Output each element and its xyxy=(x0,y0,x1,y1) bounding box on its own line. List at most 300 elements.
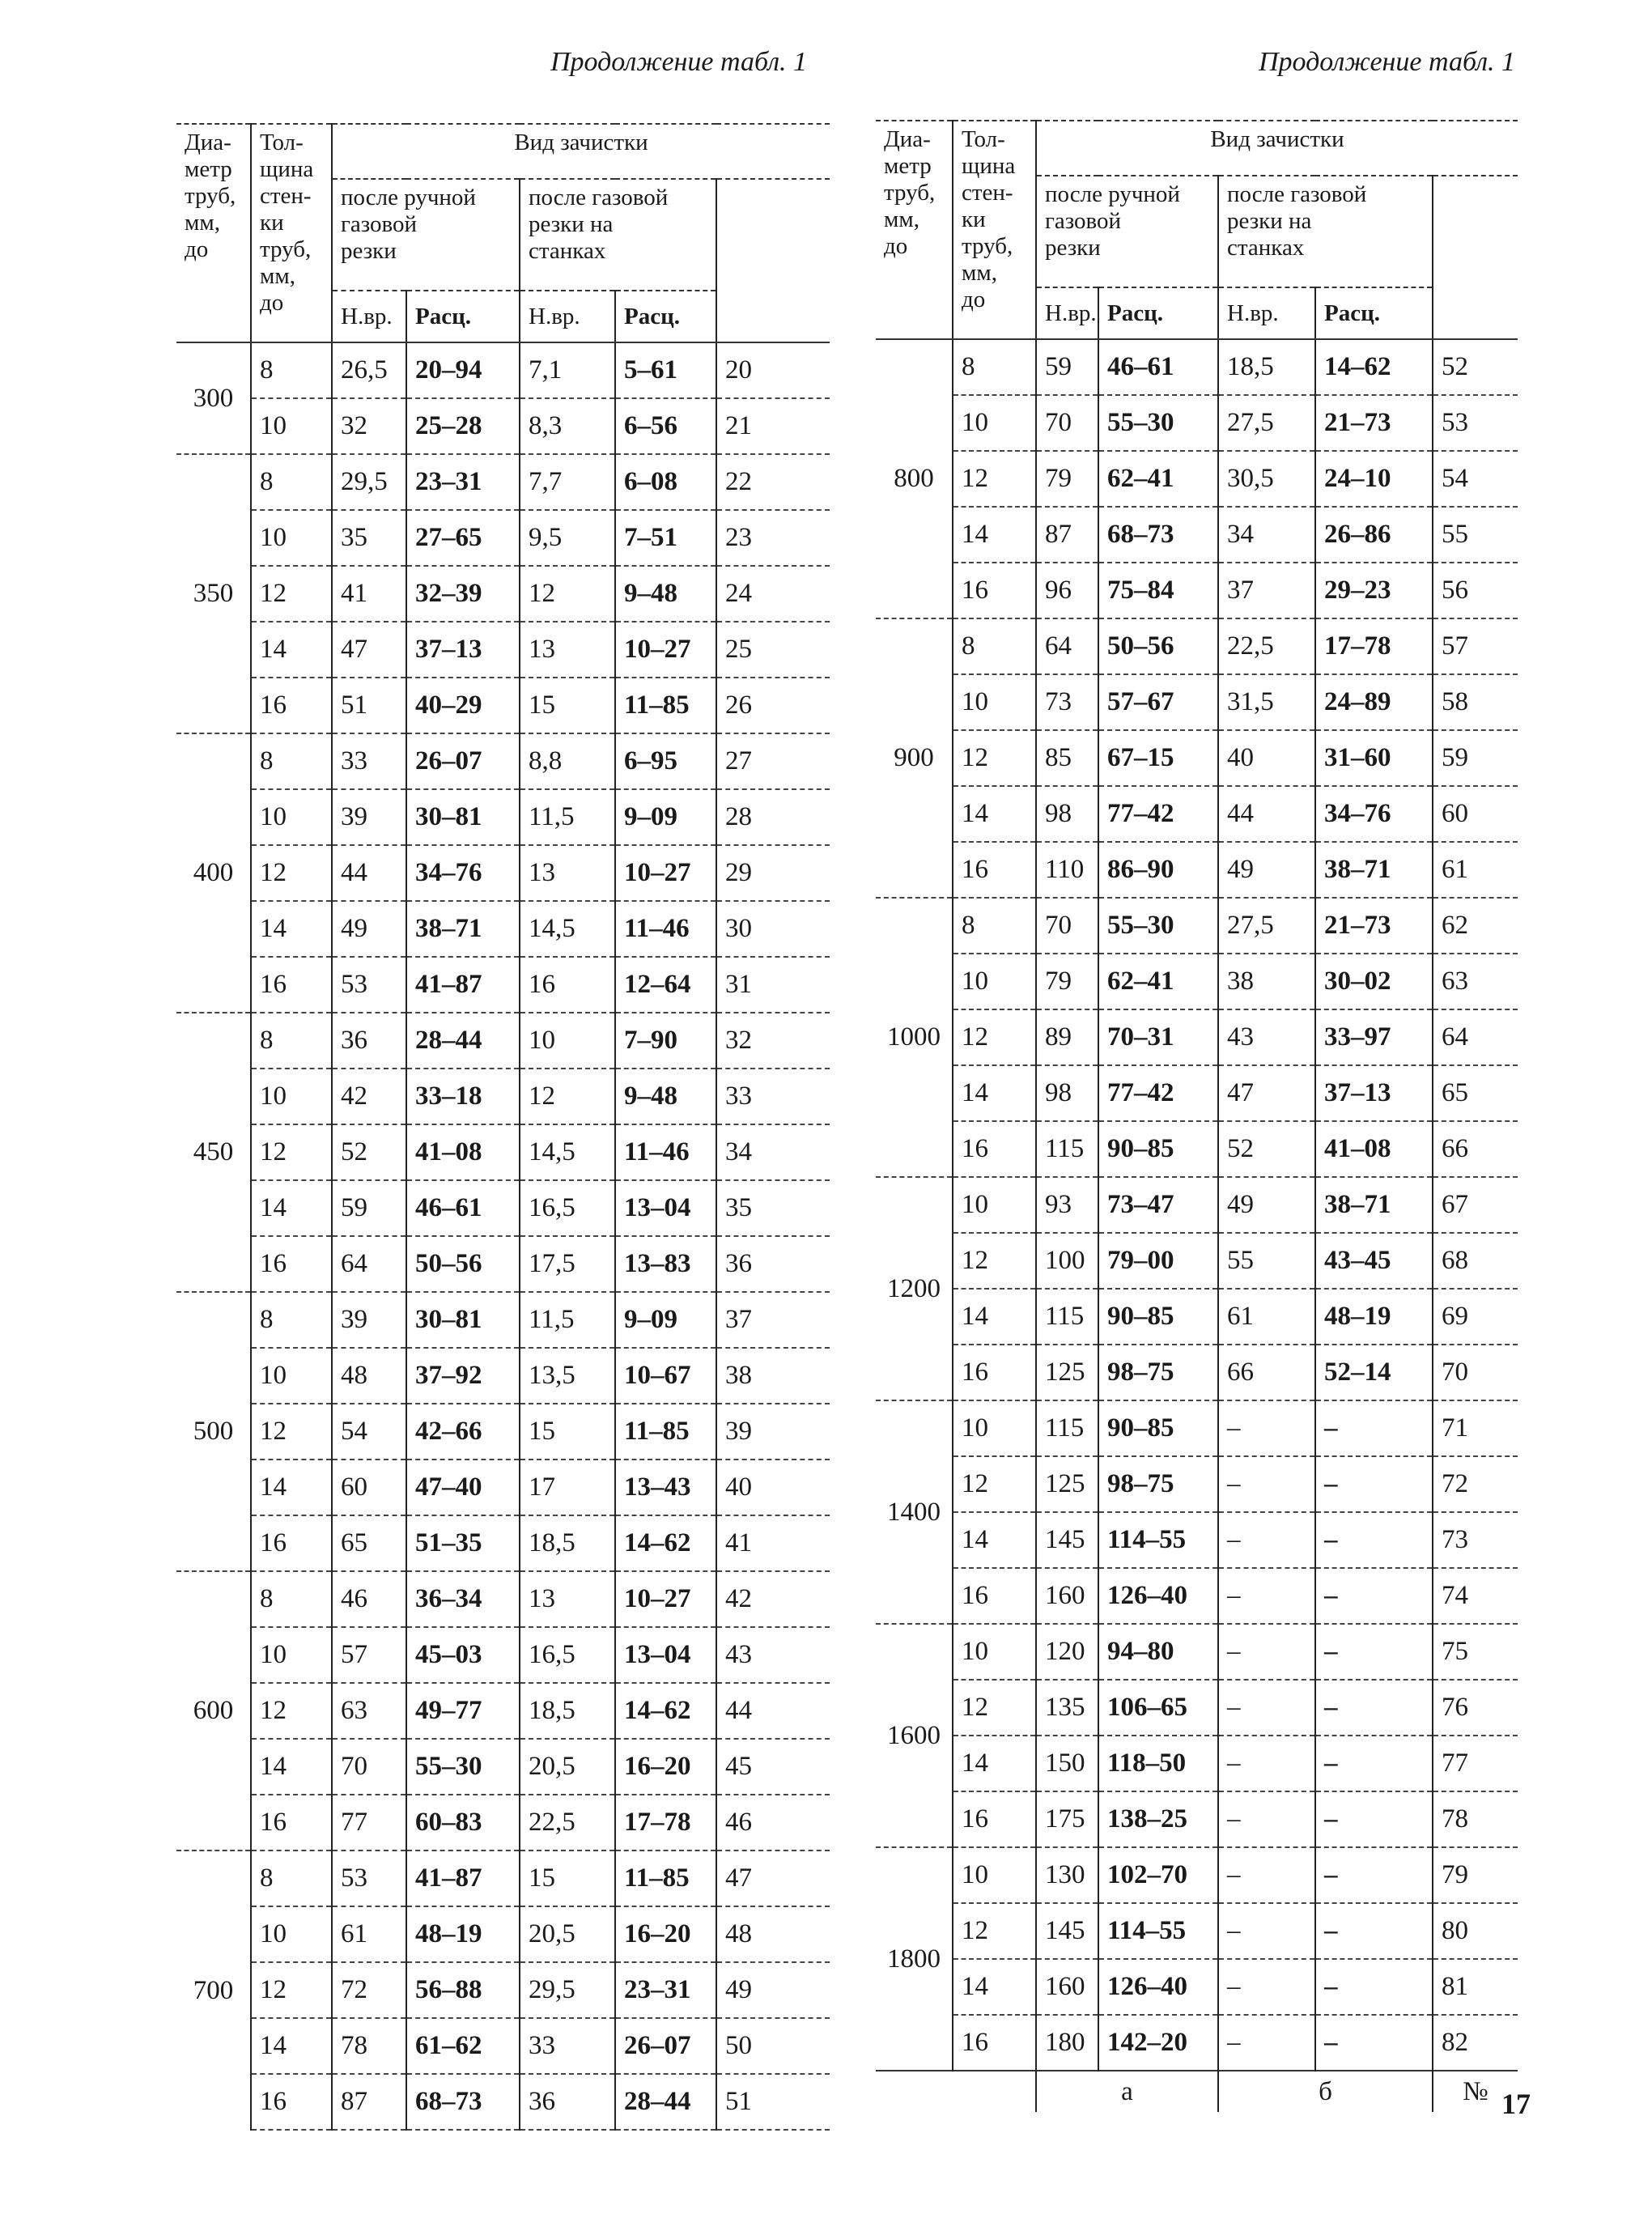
norm-time-machine: 44 xyxy=(1218,786,1315,842)
wall-thickness: 14 xyxy=(953,1959,1036,2015)
header-norm-machine: Н.вр. xyxy=(520,291,615,342)
row-number: 68 xyxy=(1433,1233,1518,1289)
row-number: 55 xyxy=(1433,507,1518,563)
table-row xyxy=(176,733,830,789)
footer-label-b: б xyxy=(1218,2071,1433,2112)
wall-thickness: 14 xyxy=(953,786,1036,842)
norm-time-manual: 70 xyxy=(1036,898,1098,954)
price-machine: 41–08 xyxy=(1315,1121,1433,1177)
header-machine-line: станках xyxy=(1227,235,1305,261)
price-manual: 126–40 xyxy=(1098,1959,1218,2015)
price-machine: – xyxy=(1315,1847,1433,1903)
table-row xyxy=(176,1348,830,1404)
price-machine: – xyxy=(1315,1568,1433,1624)
table-row xyxy=(876,395,1518,451)
price-machine: 37–13 xyxy=(1315,1065,1433,1121)
norm-time-manual: 78 xyxy=(332,2018,406,2074)
norm-time-machine: 10 xyxy=(520,1013,615,1069)
table-row xyxy=(176,398,830,454)
price-manual: 106–65 xyxy=(1098,1680,1218,1736)
price-machine: 7–51 xyxy=(615,510,716,566)
price-manual: 30–81 xyxy=(406,789,520,845)
header-norm-manual: Н.вр. xyxy=(332,291,406,342)
norm-time-manual: 110 xyxy=(1036,842,1098,898)
header-machine-cut xyxy=(1218,176,1433,287)
norm-time-machine: 22,5 xyxy=(1218,618,1315,674)
row-number: 44 xyxy=(716,1683,830,1739)
norm-time-manual: 52 xyxy=(332,1124,406,1180)
wall-thickness: 10 xyxy=(953,954,1036,1009)
price-machine: 10–27 xyxy=(615,1571,716,1627)
price-manual: 48–19 xyxy=(406,1906,520,1962)
header-diameter xyxy=(176,124,251,342)
norm-time-machine: 18,5 xyxy=(520,1515,615,1571)
norm-time-manual: 39 xyxy=(332,1292,406,1348)
norm-time-manual: 130 xyxy=(1036,1847,1098,1903)
norm-time-manual: 115 xyxy=(1036,1121,1098,1177)
price-machine: – xyxy=(1315,2015,1433,2071)
header-diameter xyxy=(876,121,953,339)
price-machine: – xyxy=(1315,1903,1433,1959)
row-number: 34 xyxy=(716,1124,830,1180)
norm-time-machine: 20,5 xyxy=(520,1906,615,1962)
wall-thickness: 12 xyxy=(953,451,1036,507)
row-number: 26 xyxy=(716,678,830,733)
price-manual: 47–40 xyxy=(406,1460,520,1515)
norm-time-machine: 7,1 xyxy=(520,342,615,398)
table-row xyxy=(176,342,830,398)
price-manual: 33–18 xyxy=(406,1069,520,1124)
wall-thickness: 14 xyxy=(251,1460,332,1515)
header-diameter-line: до xyxy=(185,236,209,262)
norm-time-manual: 100 xyxy=(1036,1233,1098,1289)
table-row xyxy=(876,1345,1518,1400)
table-row xyxy=(876,1680,1518,1736)
norm-time-machine: – xyxy=(1218,1568,1315,1624)
norm-time-manual: 64 xyxy=(332,1236,406,1292)
price-machine: – xyxy=(1315,1512,1433,1568)
price-manual: 55–30 xyxy=(406,1739,520,1795)
header-diameter-line: метр xyxy=(884,153,932,179)
norm-time-machine: 17 xyxy=(520,1460,615,1515)
price-manual: 142–20 xyxy=(1098,2015,1218,2071)
wall-thickness: 12 xyxy=(953,1009,1036,1065)
row-number: 40 xyxy=(716,1460,830,1515)
norm-time-machine: 34 xyxy=(1218,507,1315,563)
price-manual: 126–40 xyxy=(1098,1568,1218,1624)
norm-time-manual: 26,5 xyxy=(332,342,406,398)
norm-time-manual: 42 xyxy=(332,1069,406,1124)
header-thickness xyxy=(251,124,332,342)
wall-thickness: 12 xyxy=(953,1680,1036,1736)
row-number: 51 xyxy=(716,2074,830,2130)
header-thickness-line: стен- xyxy=(260,183,312,209)
table-row xyxy=(876,674,1518,730)
row-number: 41 xyxy=(716,1515,830,1571)
row-number: 31 xyxy=(716,957,830,1013)
caption-left: Продолжение табл. 1 xyxy=(550,47,808,77)
norm-time-machine: – xyxy=(1218,1512,1315,1568)
norm-time-machine: 9,5 xyxy=(520,510,615,566)
price-machine: 24–10 xyxy=(1315,451,1433,507)
wall-thickness: 10 xyxy=(953,395,1036,451)
row-number: 45 xyxy=(716,1739,830,1795)
wall-thickness: 10 xyxy=(251,510,332,566)
wall-thickness: 10 xyxy=(251,1906,332,1962)
caption-right: Продолжение табл. 1 xyxy=(1259,47,1516,77)
table-row xyxy=(876,730,1518,786)
row-number: 70 xyxy=(1433,1345,1518,1400)
price-machine: 33–97 xyxy=(1315,1009,1433,1065)
price-manual: 57–67 xyxy=(1098,674,1218,730)
norms-table-left xyxy=(176,123,830,2131)
table-row xyxy=(176,1906,830,1962)
header-machine-line: резки на xyxy=(529,211,614,237)
price-machine: 17–78 xyxy=(615,1795,716,1850)
price-machine: 6–56 xyxy=(615,398,716,454)
price-manual: 94–80 xyxy=(1098,1624,1218,1680)
header-diameter-line: Диа- xyxy=(185,130,231,155)
table-row xyxy=(176,1013,830,1069)
wall-thickness: 14 xyxy=(953,1289,1036,1345)
price-machine: 21–73 xyxy=(1315,898,1433,954)
table-row xyxy=(876,1736,1518,1791)
row-number: 32 xyxy=(716,1013,830,1069)
table-row xyxy=(176,2074,830,2130)
price-manual: 49–77 xyxy=(406,1683,520,1739)
norm-time-machine: 14,5 xyxy=(520,1124,615,1180)
table-row xyxy=(176,1460,830,1515)
norm-time-machine: 37 xyxy=(1218,563,1315,618)
row-number: 21 xyxy=(716,398,830,454)
row-number: 25 xyxy=(716,622,830,678)
norm-time-manual: 60 xyxy=(332,1460,406,1515)
table-row xyxy=(876,1400,1518,1456)
wall-thickness: 14 xyxy=(953,1736,1036,1791)
table-row xyxy=(176,1850,830,1906)
price-machine: 30–02 xyxy=(1315,954,1433,1009)
price-machine: – xyxy=(1315,1791,1433,1847)
table-row xyxy=(176,1515,830,1571)
price-machine: 26–07 xyxy=(615,2018,716,2074)
norm-time-machine: 49 xyxy=(1218,1177,1315,1233)
norm-time-manual: 63 xyxy=(332,1683,406,1739)
table-row xyxy=(876,2015,1518,2071)
norm-time-machine: 29,5 xyxy=(520,1962,615,2018)
norm-time-manual: 57 xyxy=(332,1627,406,1683)
footer-label-a: а xyxy=(1036,2071,1218,2112)
norm-time-manual: 35 xyxy=(332,510,406,566)
price-manual: 86–90 xyxy=(1098,842,1218,898)
table-row xyxy=(176,789,830,845)
price-machine: 28–44 xyxy=(615,2074,716,2130)
header-kind: Вид зачистки xyxy=(332,124,830,179)
price-machine: 11–46 xyxy=(615,901,716,957)
wall-thickness: 12 xyxy=(251,566,332,622)
row-number: 61 xyxy=(1433,842,1518,898)
norm-time-manual: 125 xyxy=(1036,1345,1098,1400)
header-thickness-line: мм, xyxy=(962,260,997,286)
header-number-blank xyxy=(716,179,830,342)
norm-time-machine: – xyxy=(1218,1903,1315,1959)
price-machine: 11–85 xyxy=(615,1850,716,1906)
pipe-diameter: 1600 xyxy=(876,1624,953,1847)
price-machine: – xyxy=(1315,1456,1433,1512)
norm-time-machine: 15 xyxy=(520,1850,615,1906)
wall-thickness: 16 xyxy=(953,1568,1036,1624)
price-manual: 40–29 xyxy=(406,678,520,733)
header-machine-line: после газовой xyxy=(1227,181,1367,207)
table-row xyxy=(876,1847,1518,1903)
table-row xyxy=(876,1065,1518,1121)
price-machine: 38–71 xyxy=(1315,842,1433,898)
price-machine: 14–62 xyxy=(1315,339,1433,395)
wall-thickness: 16 xyxy=(953,1345,1036,1400)
row-number: 63 xyxy=(1433,954,1518,1009)
header-number-blank xyxy=(1433,176,1518,339)
price-manual: 55–30 xyxy=(1098,395,1218,451)
norm-time-manual: 120 xyxy=(1036,1624,1098,1680)
norm-time-machine: 14,5 xyxy=(520,901,615,957)
norm-time-manual: 53 xyxy=(332,1850,406,1906)
table-row xyxy=(176,1683,830,1739)
table-row xyxy=(176,1404,830,1460)
row-number: 82 xyxy=(1433,2015,1518,2071)
wall-thickness: 14 xyxy=(953,1512,1036,1568)
header-manual-line: резки xyxy=(1045,235,1101,261)
row-number: 27 xyxy=(716,733,830,789)
wall-thickness: 14 xyxy=(251,622,332,678)
wall-thickness: 16 xyxy=(251,2074,332,2130)
header-manual-line: после ручной xyxy=(341,185,476,210)
footer-label-number: № xyxy=(1433,2071,1518,2112)
price-machine: 38–71 xyxy=(1315,1177,1433,1233)
price-manual: 27–65 xyxy=(406,510,520,566)
price-manual: 138–25 xyxy=(1098,1791,1218,1847)
row-number: 46 xyxy=(716,1795,830,1850)
price-machine: 11–85 xyxy=(615,678,716,733)
wall-thickness: 12 xyxy=(953,1456,1036,1512)
norm-time-manual: 160 xyxy=(1036,1568,1098,1624)
wall-thickness: 12 xyxy=(251,1124,332,1180)
row-number: 67 xyxy=(1433,1177,1518,1233)
wall-thickness: 10 xyxy=(251,1069,332,1124)
table-row xyxy=(876,1289,1518,1345)
price-manual: 37–13 xyxy=(406,622,520,678)
price-manual: 73–47 xyxy=(1098,1177,1218,1233)
wall-thickness: 16 xyxy=(953,1121,1036,1177)
price-machine: 13–04 xyxy=(615,1627,716,1683)
norm-time-machine: – xyxy=(1218,1847,1315,1903)
price-manual: 26–07 xyxy=(406,733,520,789)
wall-thickness: 10 xyxy=(251,1627,332,1683)
table-row xyxy=(876,451,1518,507)
pipe-diameter: 700 xyxy=(176,1850,251,2130)
price-machine: – xyxy=(1315,1736,1433,1791)
table-row xyxy=(176,901,830,957)
row-number: 66 xyxy=(1433,1121,1518,1177)
norm-time-manual: 48 xyxy=(332,1348,406,1404)
wall-thickness: 14 xyxy=(953,1065,1036,1121)
wall-thickness: 12 xyxy=(251,845,332,901)
table-row xyxy=(876,1177,1518,1233)
table-row xyxy=(176,845,830,901)
pipe-diameter: 1200 xyxy=(876,1177,953,1400)
row-number: 80 xyxy=(1433,1903,1518,1959)
norm-time-manual: 39 xyxy=(332,789,406,845)
norm-time-manual: 145 xyxy=(1036,1512,1098,1568)
wall-thickness: 10 xyxy=(251,1348,332,1404)
price-machine: 6–95 xyxy=(615,733,716,789)
header-price-machine: Расц. xyxy=(615,291,716,342)
header-thickness-line: труб, xyxy=(962,233,1013,259)
table-row xyxy=(876,339,1518,395)
header-price-manual: Расц. xyxy=(406,291,520,342)
header-thickness-line: мм, xyxy=(260,263,295,289)
wall-thickness: 16 xyxy=(953,2015,1036,2071)
header-diameter-line: мм, xyxy=(185,210,220,236)
price-manual: 37–92 xyxy=(406,1348,520,1404)
header-price-manual: Расц. xyxy=(1098,287,1218,339)
row-number: 22 xyxy=(716,454,830,510)
row-number: 37 xyxy=(716,1292,830,1348)
norm-time-manual: 59 xyxy=(1036,339,1098,395)
price-machine: 13–43 xyxy=(615,1460,716,1515)
norm-time-machine: 13,5 xyxy=(520,1348,615,1404)
header-thickness-line: ки xyxy=(260,210,284,236)
price-manual: 50–56 xyxy=(1098,618,1218,674)
norm-time-manual: 87 xyxy=(332,2074,406,2130)
price-manual: 62–41 xyxy=(1098,954,1218,1009)
row-number: 47 xyxy=(716,1850,830,1906)
header-norm-manual: Н.вр. xyxy=(1036,287,1098,339)
wall-thickness: 10 xyxy=(953,1177,1036,1233)
price-manual: 42–66 xyxy=(406,1404,520,1460)
row-number: 38 xyxy=(716,1348,830,1404)
header-kind: Вид зачистки xyxy=(1036,121,1518,176)
price-machine: – xyxy=(1315,1680,1433,1736)
table-row xyxy=(176,678,830,733)
header-thickness-line: Тол- xyxy=(260,130,304,155)
norm-time-machine: 31,5 xyxy=(1218,674,1315,730)
norm-time-manual: 70 xyxy=(1036,395,1098,451)
wall-thickness: 8 xyxy=(251,1292,332,1348)
norm-time-manual: 85 xyxy=(1036,730,1098,786)
pipe-diameter: 500 xyxy=(176,1292,251,1571)
norm-time-manual: 77 xyxy=(332,1795,406,1850)
norm-time-machine: 36 xyxy=(520,2074,615,2130)
norm-time-manual: 32 xyxy=(332,398,406,454)
norm-time-machine: – xyxy=(1218,1624,1315,1680)
header-machine-cut xyxy=(520,179,716,291)
row-number: 78 xyxy=(1433,1791,1518,1847)
header-manual-cut xyxy=(332,179,520,291)
norm-time-manual: 53 xyxy=(332,957,406,1013)
norm-time-manual: 79 xyxy=(1036,451,1098,507)
norm-time-manual: 125 xyxy=(1036,1456,1098,1512)
norm-time-manual: 180 xyxy=(1036,2015,1098,2071)
norm-time-machine: 7,7 xyxy=(520,454,615,510)
norm-time-manual: 72 xyxy=(332,1962,406,2018)
norm-time-manual: 51 xyxy=(332,678,406,733)
norm-time-machine: 47 xyxy=(1218,1065,1315,1121)
row-number: 33 xyxy=(716,1069,830,1124)
header-thickness-line: стен- xyxy=(962,180,1013,206)
row-number: 53 xyxy=(1433,395,1518,451)
price-manual: 90–85 xyxy=(1098,1121,1218,1177)
norm-time-manual: 70 xyxy=(332,1739,406,1795)
table-row xyxy=(876,1959,1518,2015)
norm-time-manual: 29,5 xyxy=(332,454,406,510)
table-row xyxy=(876,1233,1518,1289)
wall-thickness: 14 xyxy=(251,1180,332,1236)
price-manual: 75–84 xyxy=(1098,563,1218,618)
wall-thickness: 10 xyxy=(953,674,1036,730)
norm-time-machine: 20,5 xyxy=(520,1739,615,1795)
row-number: 24 xyxy=(716,566,830,622)
norm-time-machine: 17,5 xyxy=(520,1236,615,1292)
price-manual: 90–85 xyxy=(1098,1289,1218,1345)
row-number: 64 xyxy=(1433,1009,1518,1065)
wall-thickness: 16 xyxy=(953,563,1036,618)
table-row xyxy=(876,1512,1518,1568)
pipe-diameter: 300 xyxy=(176,342,251,454)
price-machine: 48–19 xyxy=(1315,1289,1433,1345)
price-machine: 9–48 xyxy=(615,1069,716,1124)
wall-thickness: 12 xyxy=(953,730,1036,786)
table-row xyxy=(176,1962,830,2018)
table-row xyxy=(176,1571,830,1627)
row-number: 56 xyxy=(1433,563,1518,618)
row-number: 73 xyxy=(1433,1512,1518,1568)
wall-thickness: 10 xyxy=(953,1624,1036,1680)
header-manual-line: газовой xyxy=(341,211,418,237)
price-machine: 17–78 xyxy=(1315,618,1433,674)
table-row xyxy=(176,1069,830,1124)
price-manual: 114–55 xyxy=(1098,1903,1218,1959)
table-row xyxy=(876,954,1518,1009)
norm-time-machine: 12 xyxy=(520,566,615,622)
table-row xyxy=(176,2018,830,2074)
price-machine: 5–61 xyxy=(615,342,716,398)
price-manual: 25–28 xyxy=(406,398,520,454)
norm-time-manual: 87 xyxy=(1036,507,1098,563)
norm-time-machine: 40 xyxy=(1218,730,1315,786)
norm-time-manual: 54 xyxy=(332,1404,406,1460)
price-machine: 14–62 xyxy=(615,1515,716,1571)
header-diameter-line: Диа- xyxy=(884,126,931,152)
norm-time-manual: 36 xyxy=(332,1013,406,1069)
price-machine: 7–90 xyxy=(615,1013,716,1069)
row-number: 50 xyxy=(716,2018,830,2074)
table-row xyxy=(876,1791,1518,1847)
header-thickness-line: Тол- xyxy=(962,126,1005,152)
norm-time-machine: 11,5 xyxy=(520,1292,615,1348)
row-number: 75 xyxy=(1433,1624,1518,1680)
price-manual: 41–08 xyxy=(406,1124,520,1180)
norm-time-machine: 16 xyxy=(520,957,615,1013)
table-row xyxy=(876,1903,1518,1959)
row-number: 72 xyxy=(1433,1456,1518,1512)
wall-thickness: 8 xyxy=(251,733,332,789)
norm-time-machine: – xyxy=(1218,1400,1315,1456)
price-manual: 30–81 xyxy=(406,1292,520,1348)
norm-time-manual: 33 xyxy=(332,733,406,789)
pipe-diameter: 1800 xyxy=(876,1847,953,2071)
norm-time-machine: 15 xyxy=(520,678,615,733)
norm-time-machine: 8,3 xyxy=(520,398,615,454)
price-manual: 46–61 xyxy=(406,1180,520,1236)
